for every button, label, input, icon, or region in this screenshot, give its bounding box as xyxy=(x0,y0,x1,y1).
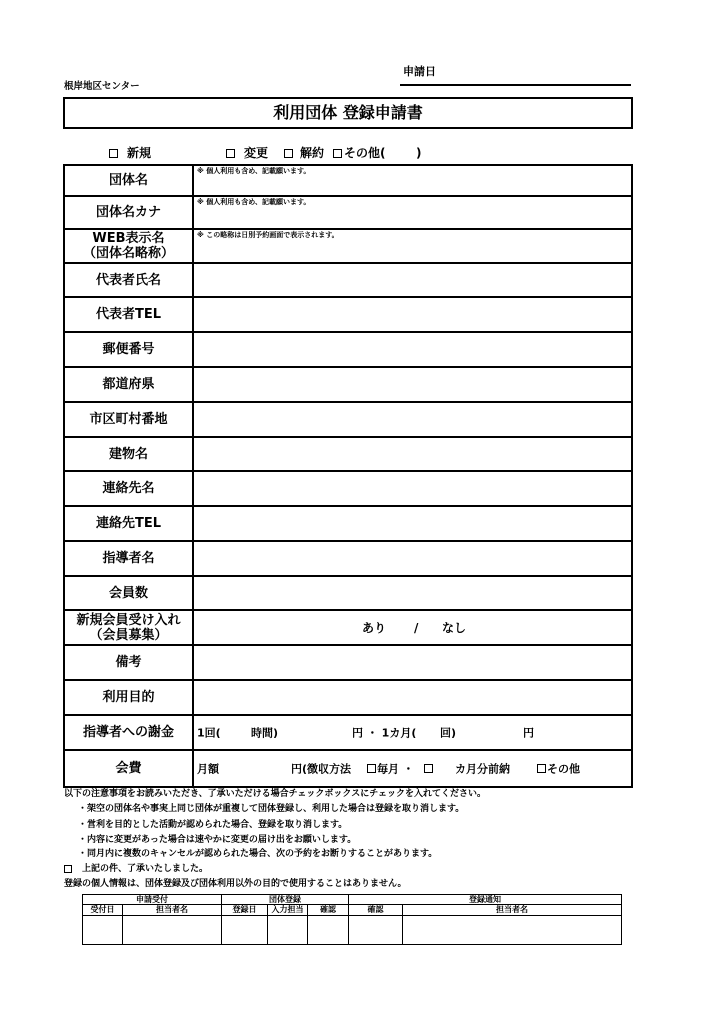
row-label-instructor-name: 指導者名 xyxy=(65,542,194,577)
checkbox-change[interactable] xyxy=(226,149,235,158)
group-name-kana-note: ※ 個人利用も含め、記載願います。 xyxy=(197,198,311,206)
fee-per-session-text: 1回( xyxy=(197,726,221,739)
new-member-label-line2: （会員募集） xyxy=(89,627,168,643)
form-title: 利用団体 登録申請書 xyxy=(63,97,633,129)
col-reception-date: 受付日 xyxy=(83,905,123,916)
type-other-label: その他( xyxy=(344,146,386,160)
remarks-field[interactable] xyxy=(194,646,633,681)
checkbox-other-method[interactable] xyxy=(537,764,546,773)
group-name-note: ※ 個人利用も含め、記載願います。 xyxy=(197,167,311,175)
web-display-name-line2: （団体名略称） xyxy=(82,246,174,261)
recruitment-option-no[interactable]: なし xyxy=(442,620,467,635)
contact-name-field[interactable] xyxy=(194,472,633,507)
fee-hours-text: 時間) xyxy=(251,726,279,739)
row-label-remarks: 備考 xyxy=(65,646,194,681)
row-label-city-address: 市区町村番地 xyxy=(65,403,194,438)
member-count-field[interactable] xyxy=(194,577,633,611)
checkbox-every-month[interactable] xyxy=(367,764,376,773)
notice-item: ・営利を目的とした活動が認められた場合、登録を取り消します。 xyxy=(78,820,348,830)
instructor-fee-field[interactable] xyxy=(194,716,633,751)
row-label-representative-name: 代表者氏名 xyxy=(65,264,194,298)
contact-tel-field[interactable] xyxy=(194,507,633,542)
membership-every-month-text: 毎月 ・ xyxy=(377,762,414,775)
row-label-new-member-recruitment xyxy=(65,611,194,646)
registration-date-cell[interactable] xyxy=(222,916,268,945)
col-input-staff: 入力担当 xyxy=(268,905,308,916)
membership-method-text: 円(徴収方法 xyxy=(291,762,352,775)
fee-monthly-text: 円 ・ 1カ月( xyxy=(352,726,417,739)
recruitment-separator: / xyxy=(414,620,419,635)
checkbox-agreement[interactable] xyxy=(64,865,72,873)
notice-item: ・架空の団体名や事実上同じ団体が重複して団体登録し、利用した場合は登録を取り消します。 xyxy=(78,804,465,814)
col-registration-date: 登録日 xyxy=(222,905,268,916)
row-label-web-display-name xyxy=(65,230,194,264)
group-notification: 登録通知 xyxy=(349,895,622,905)
web-display-name-line1: WEB表示名 xyxy=(92,231,165,246)
type-cancel-label: 解約 xyxy=(300,146,325,160)
checkbox-prepaid[interactable] xyxy=(424,764,433,773)
row-label-instructor-fee: 指導者への謝金 xyxy=(65,716,194,751)
checkbox-new[interactable] xyxy=(109,149,118,158)
row-label-prefecture: 都道府県 xyxy=(65,368,194,403)
group-reception: 申請受付 xyxy=(83,895,222,905)
recruitment-option-yes[interactable]: あり xyxy=(362,620,387,635)
col-notification-check: 確認 xyxy=(349,905,403,916)
notice-item: ・内容に変更があった場合は速やかに変更の届け出をお願いします。 xyxy=(78,835,357,845)
row-label-contact-name: 連絡先名 xyxy=(65,472,194,507)
office-use-table xyxy=(82,894,622,945)
row-label-group-name-kana: 団体名カナ xyxy=(65,197,194,230)
notification-staff-cell[interactable] xyxy=(403,916,622,945)
row-label-postal-code: 郵便番号 xyxy=(65,333,194,368)
registration-check-cell[interactable] xyxy=(308,916,349,945)
notification-check-cell[interactable] xyxy=(349,916,403,945)
membership-fee-field[interactable] xyxy=(194,751,633,788)
checkbox-other[interactable] xyxy=(333,149,342,158)
checkbox-cancel[interactable] xyxy=(284,149,293,158)
new-member-recruitment-field xyxy=(194,611,633,646)
instructor-name-field[interactable] xyxy=(194,542,633,577)
reception-staff-cell[interactable] xyxy=(123,916,222,945)
new-member-label-line1: 新規会員受け入れ xyxy=(76,612,181,628)
row-label-member-count: 会員数 xyxy=(65,577,194,611)
type-change-label: 変更 xyxy=(244,146,269,160)
group-name-kana-field[interactable] xyxy=(194,197,633,230)
row-label-contact-tel: 連絡先TEL xyxy=(65,507,194,542)
row-label-membership-fee: 会費 xyxy=(65,751,194,788)
purpose-of-use-field[interactable] xyxy=(194,681,633,716)
application-date-field[interactable] xyxy=(400,84,631,86)
input-staff-cell[interactable] xyxy=(268,916,308,945)
facility-name: 根岸地区センター xyxy=(64,81,140,92)
membership-monthly-text: 月額 xyxy=(197,762,219,775)
web-display-name-field[interactable] xyxy=(194,230,633,264)
row-label-purpose-of-use: 利用目的 xyxy=(65,681,194,716)
col-notification-staff: 担当者名 xyxy=(403,905,622,916)
representative-name-field[interactable] xyxy=(194,264,633,298)
row-label-representative-tel: 代表者TEL xyxy=(65,298,194,333)
col-registration-check: 確認 xyxy=(308,905,349,916)
web-display-name-note: ※ この略称は日別予約画面で表示されます。 xyxy=(197,231,339,239)
row-label-group-name: 団体名 xyxy=(65,166,194,197)
type-other-close: ) xyxy=(416,146,422,160)
fee-yen-text: 円 xyxy=(523,726,534,739)
membership-prepaid-text: カ月分前納 xyxy=(455,762,510,775)
representative-tel-field[interactable] xyxy=(194,298,633,333)
application-date-label: 申請日 xyxy=(403,65,436,78)
city-address-field[interactable] xyxy=(194,403,633,438)
notice-intro: 以下の注意事項をお読みいただき、了承いただける場合チェックボックスにチェックを入れてください。 xyxy=(64,789,487,799)
group-registration: 団体登録 xyxy=(222,895,349,905)
prefecture-field[interactable] xyxy=(194,368,633,403)
group-name-field[interactable] xyxy=(194,166,633,197)
type-new-label: 新規 xyxy=(127,146,152,160)
postal-code-field[interactable] xyxy=(194,333,633,368)
membership-other-text: その他 xyxy=(547,762,580,775)
notice-item: ・同月内に複数のキャンセルが認められた場合、次の予約をお断りすることがあります。 xyxy=(78,849,438,859)
col-reception-staff: 担当者名 xyxy=(123,905,222,916)
building-name-field[interactable] xyxy=(194,438,633,472)
registration-table xyxy=(63,164,633,788)
fee-times-text: 回) xyxy=(440,726,457,739)
privacy-statement: 登録の個人情報は、団体登録及び団体利用以外の目的で使用することはありません。 xyxy=(64,879,407,889)
reception-date-cell[interactable] xyxy=(83,916,123,945)
row-label-building-name: 建物名 xyxy=(65,438,194,472)
agreement-text: 上記の件、了承いたしました。 xyxy=(82,864,209,874)
